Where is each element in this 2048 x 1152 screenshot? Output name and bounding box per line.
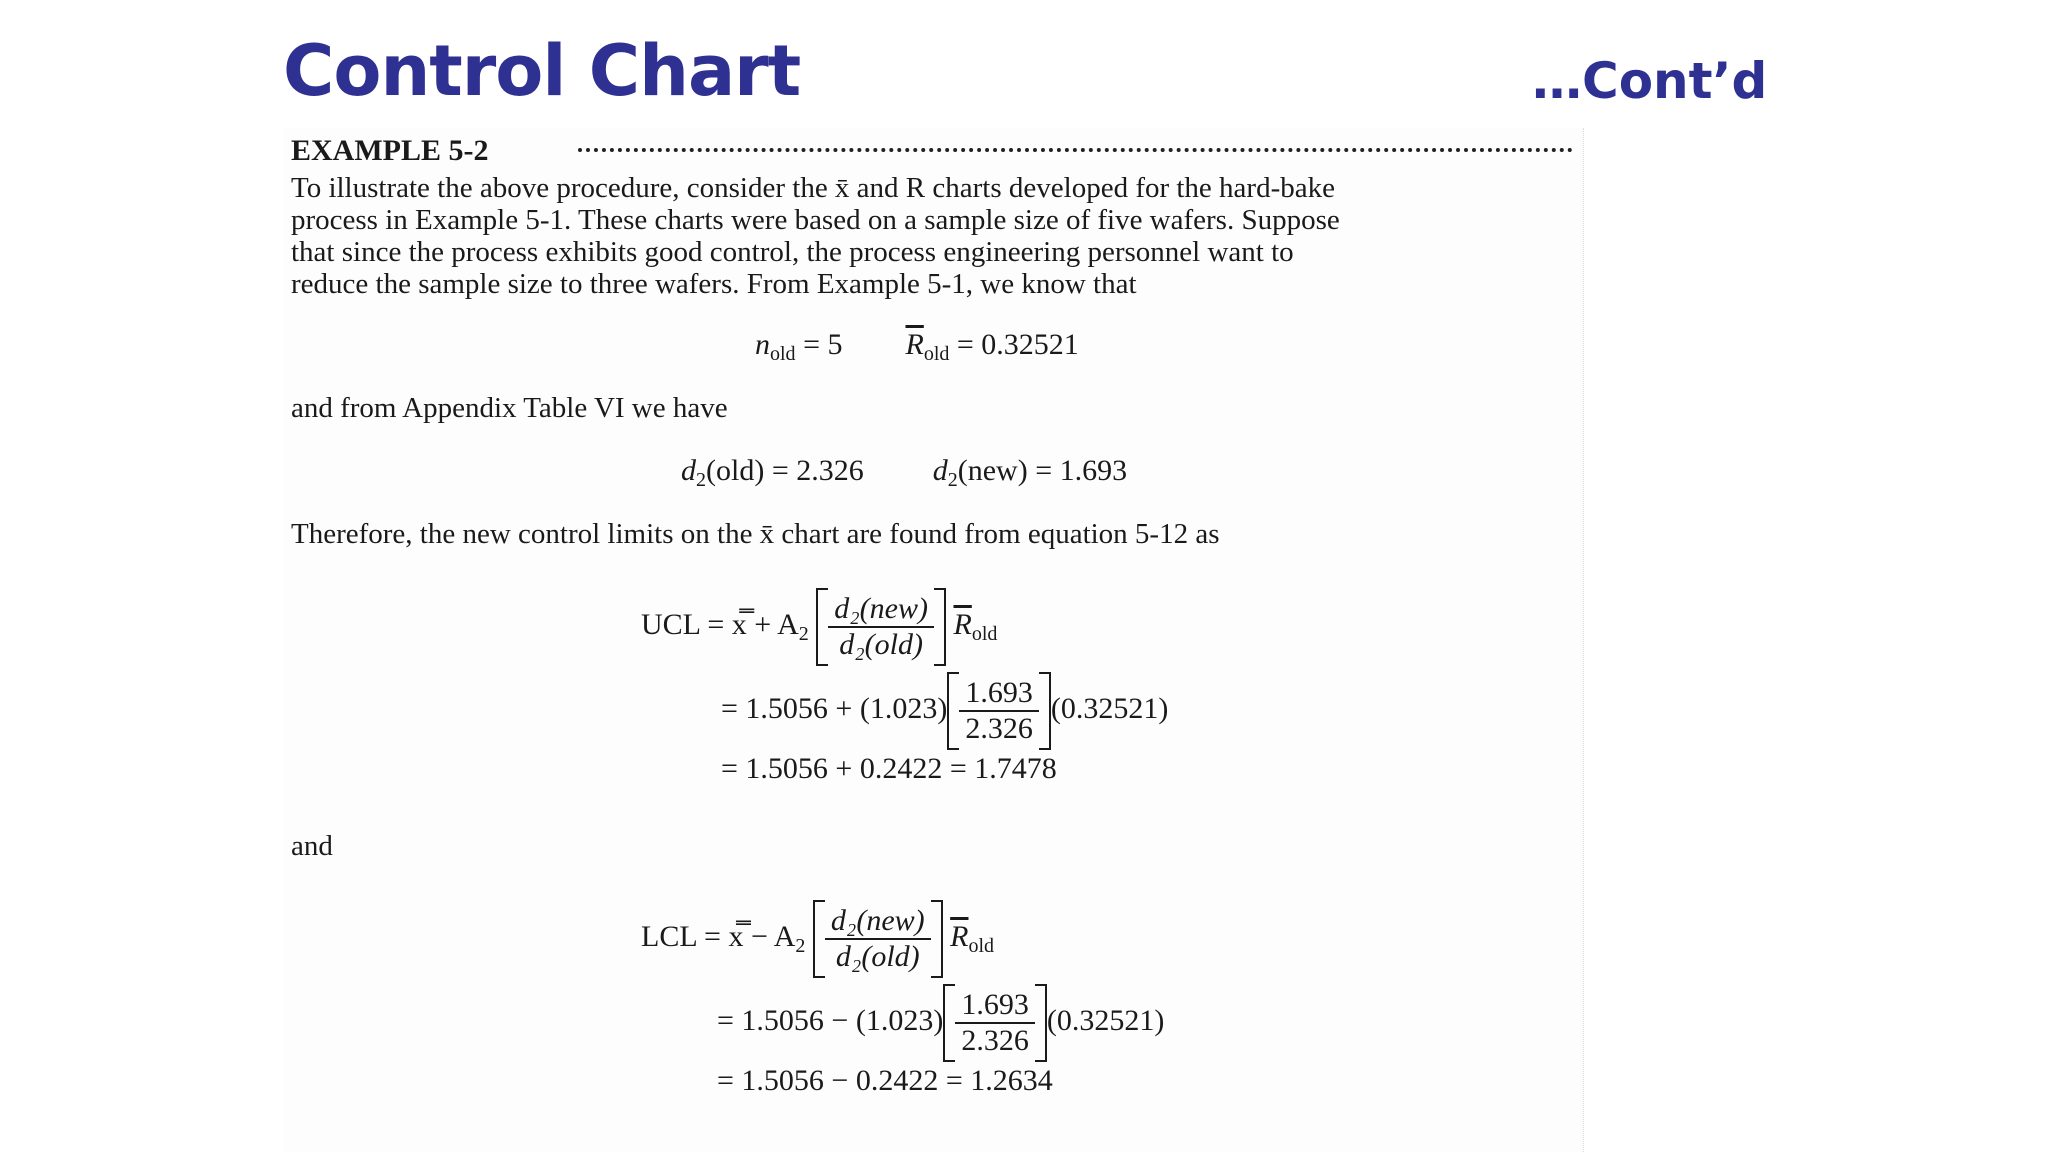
intro-line: To illustrate the above procedure, consider the x̄ and R charts developed for the hard-bake <box>291 172 1335 204</box>
lcl-formula: LCL = x̿ − $A_2$ $\frac{\text{d₂(new)}}{\text{d₂(old)}}$ $\overline{R}_{old}$ <box>641 900 994 978</box>
dotted-rule <box>578 148 1573 152</box>
lcl-substitution: = 1.5056 − (1.023) $\frac{1.693}{2.326}$ (0.32521) <box>717 984 1164 1062</box>
and-connector: and <box>291 830 333 862</box>
ucl-substitution: = 1.5056 + (1.023) $\frac{1.693}{2.326}$ (0.32521) <box>721 672 1168 750</box>
known-values-equation: $n_{old} = 5$ $\overline{R}_{old} = 0.32521$ <box>755 328 1079 365</box>
lcl-result: = 1.5056 − 0.2422 = 1.2634 <box>717 1064 1053 1097</box>
d2-values-equation: $d_2(old) = 2.326$ $d_2(new) = 1.693$ <box>681 454 1128 491</box>
therefore-sentence: Therefore, the new control limits on the x̄ chart are found from equation 5-12 as <box>291 518 1220 550</box>
slide-title: Control Chart <box>283 30 801 112</box>
intro-line: reduce the sample size to three wafers. From Example 5-1, we know that <box>291 268 1137 300</box>
ucl-result: = 1.5056 + 0.2422 = 1.7478 <box>721 752 1057 785</box>
scanned-textbook-page <box>283 128 1584 1152</box>
ucl-formula: UCL = x̿ + $A_2$ $\frac{\text{d₂(new)}}{\text{d₂(old)}}$ $\overline{R}_{old}$ <box>641 588 997 666</box>
example-heading: EXAMPLE 5-2 <box>291 134 489 167</box>
slide-continued-label: …Cont’d <box>1532 52 1768 110</box>
intro-line: that since the process exhibits good control, the process engineering personnel want to <box>291 236 1294 268</box>
intro-line: process in Example 5-1. These charts were based on a sample size of five wafers. Suppose <box>291 204 1340 236</box>
appendix-sentence: and from Appendix Table VI we have <box>291 392 728 424</box>
intro-paragraph <box>291 172 1573 300</box>
